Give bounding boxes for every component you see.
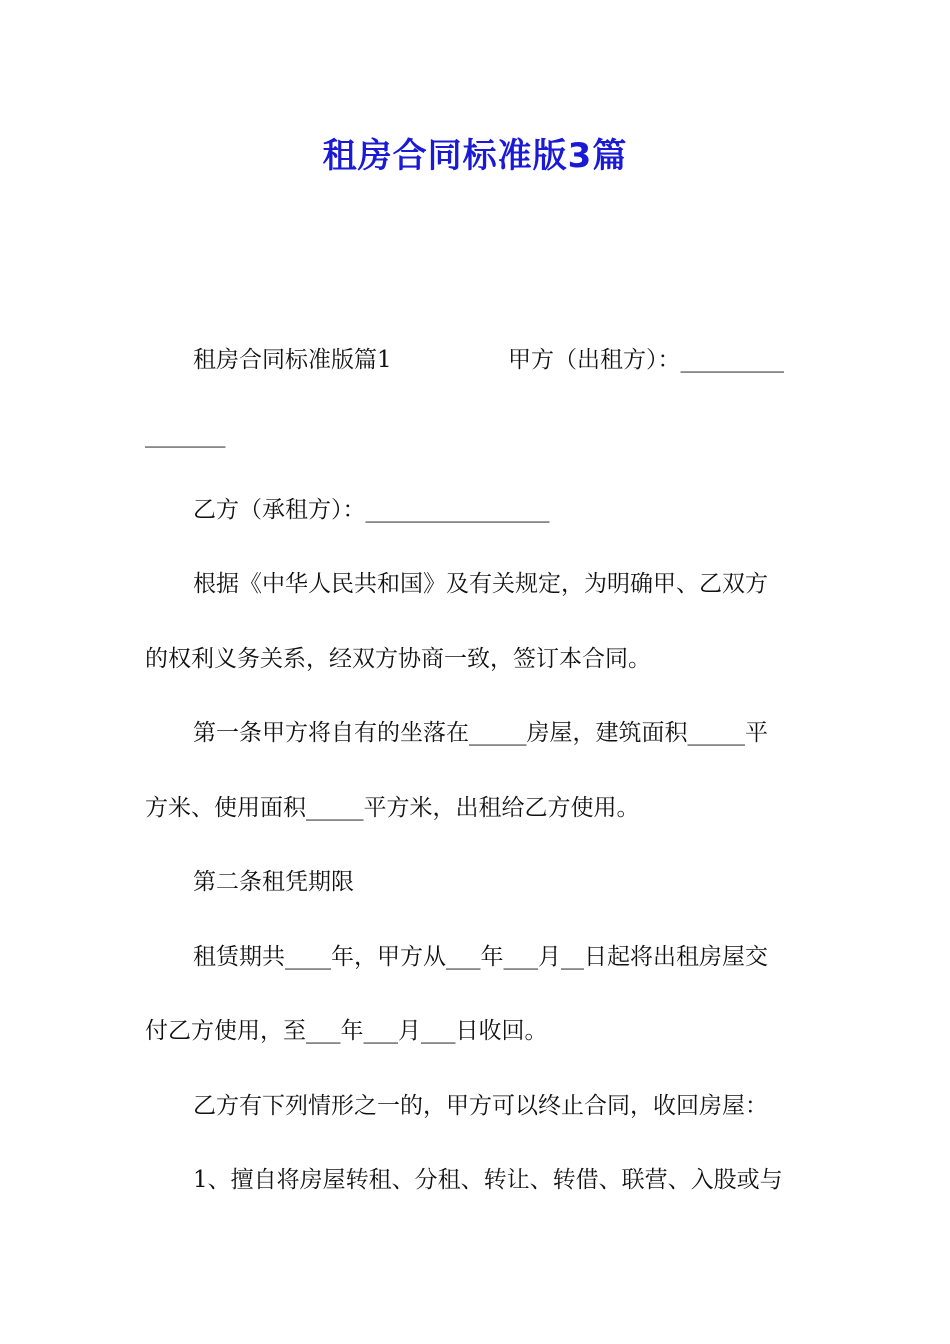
party-a-field: 甲方（出租方）：_________	[508, 347, 784, 373]
paragraph-line: 方米、使用面积_____平方米，出租给乙方使用。	[145, 795, 640, 821]
list-item: 1、擅自将房屋转租、分租、转让、转借、联营、入股或与	[193, 1167, 783, 1193]
paragraph-line: 根据《中华人民共和国》及有关规定，为明确甲、乙双方	[193, 571, 768, 597]
paragraph-line: 乙方有下列情形之一的，甲方可以终止合同，收回房屋：	[193, 1093, 768, 1119]
article-heading: 第二条租凭期限	[193, 869, 354, 895]
paragraph-line: 付乙方使用，至___年___月___日收回。	[145, 1018, 548, 1044]
party-b-field: 乙方（承租方）：________________	[193, 497, 550, 523]
paragraph-line: 租赁期共____年，甲方从___年___月__日起将出租房屋交	[193, 944, 768, 970]
paragraph-line: 的权利义务关系，经双方协商一致，签订本合同。	[145, 646, 651, 672]
party-a-field-continued: _______	[145, 422, 226, 448]
document-title: 租房合同标准版3篇	[322, 136, 628, 176]
section-heading-1: 租房合同标准版篇1	[193, 347, 392, 373]
paragraph-line: 第一条甲方将自有的坐落在_____房屋，建筑面积_____平	[193, 720, 768, 746]
